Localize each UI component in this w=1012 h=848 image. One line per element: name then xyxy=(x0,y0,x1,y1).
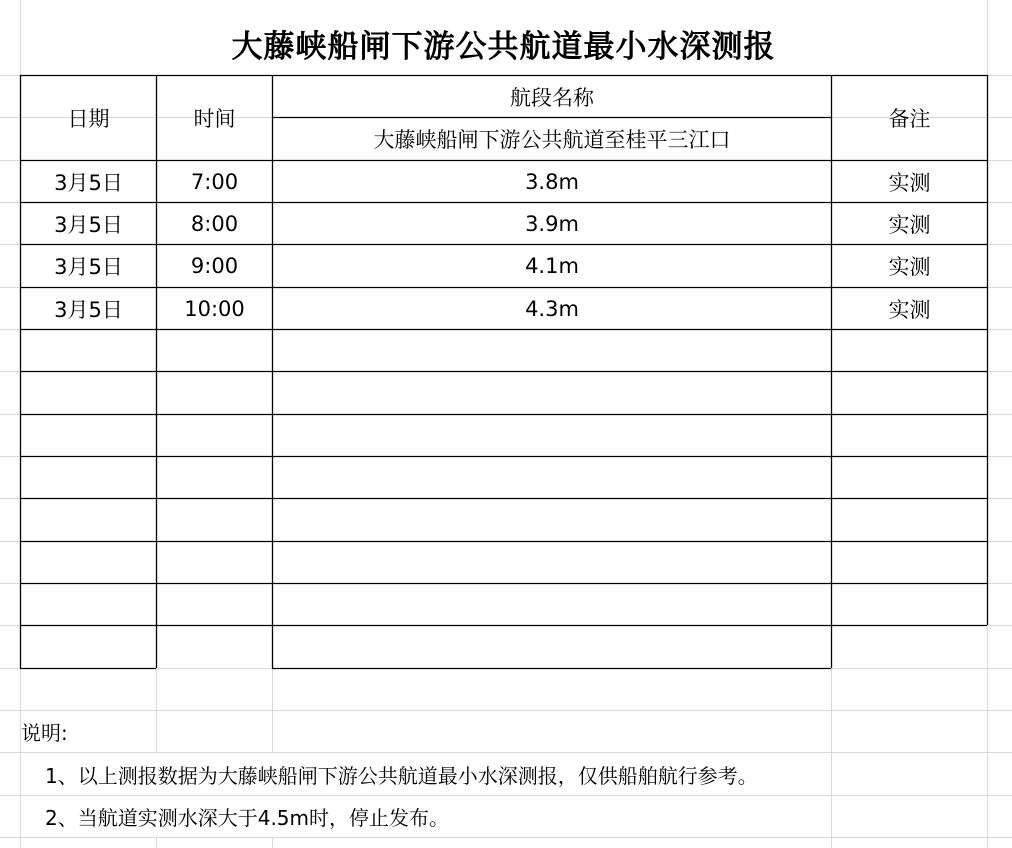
cell-depth[interactable]: 3.8m xyxy=(525,169,579,194)
cell-time[interactable]: 7:00 xyxy=(190,169,239,194)
cell-date[interactable]: 3月5日 xyxy=(54,297,123,322)
page-title: 大藤峡船闸下游公共航道最小水深测报 xyxy=(231,28,776,65)
cell-time[interactable]: 9:00 xyxy=(190,254,239,278)
cell-date[interactable]: 3月5日 xyxy=(54,170,123,195)
cell-depth[interactable]: 4.3m xyxy=(525,296,579,321)
header-segment-group[interactable]: 航段名称 xyxy=(510,85,594,110)
cell-time[interactable]: 10:00 xyxy=(184,296,245,321)
notes-line-1: 1、以上测报数据为大藤峡船闸下游公共航道最小水深测报，仅供船舶航行参考。 xyxy=(45,763,758,788)
cell-date[interactable]: 3月5日 xyxy=(54,212,123,237)
cell-remark[interactable]: 实测 xyxy=(888,297,931,322)
cell-remark[interactable]: 实测 xyxy=(888,255,931,279)
cell-depth[interactable]: 3.9m xyxy=(525,211,579,236)
header-time[interactable]: 时间 xyxy=(193,107,236,131)
header-segment-name[interactable]: 大藤峡船闸下游公共航道至桂平三江口 xyxy=(373,128,731,152)
cell-depth[interactable]: 4.1m xyxy=(525,254,579,278)
cell-time[interactable]: 8:00 xyxy=(190,211,239,236)
notes-heading: 说明: xyxy=(21,721,68,745)
cell-remark[interactable]: 实测 xyxy=(888,212,931,237)
header-remark[interactable]: 备注 xyxy=(888,107,931,131)
cell-remark[interactable]: 实测 xyxy=(888,170,931,195)
notes-line-2: 2、当航道实测水深大于4.5m时，停止发布。 xyxy=(45,806,450,830)
header-date[interactable]: 日期 xyxy=(67,107,110,131)
cell-date[interactable]: 3月5日 xyxy=(54,255,123,279)
